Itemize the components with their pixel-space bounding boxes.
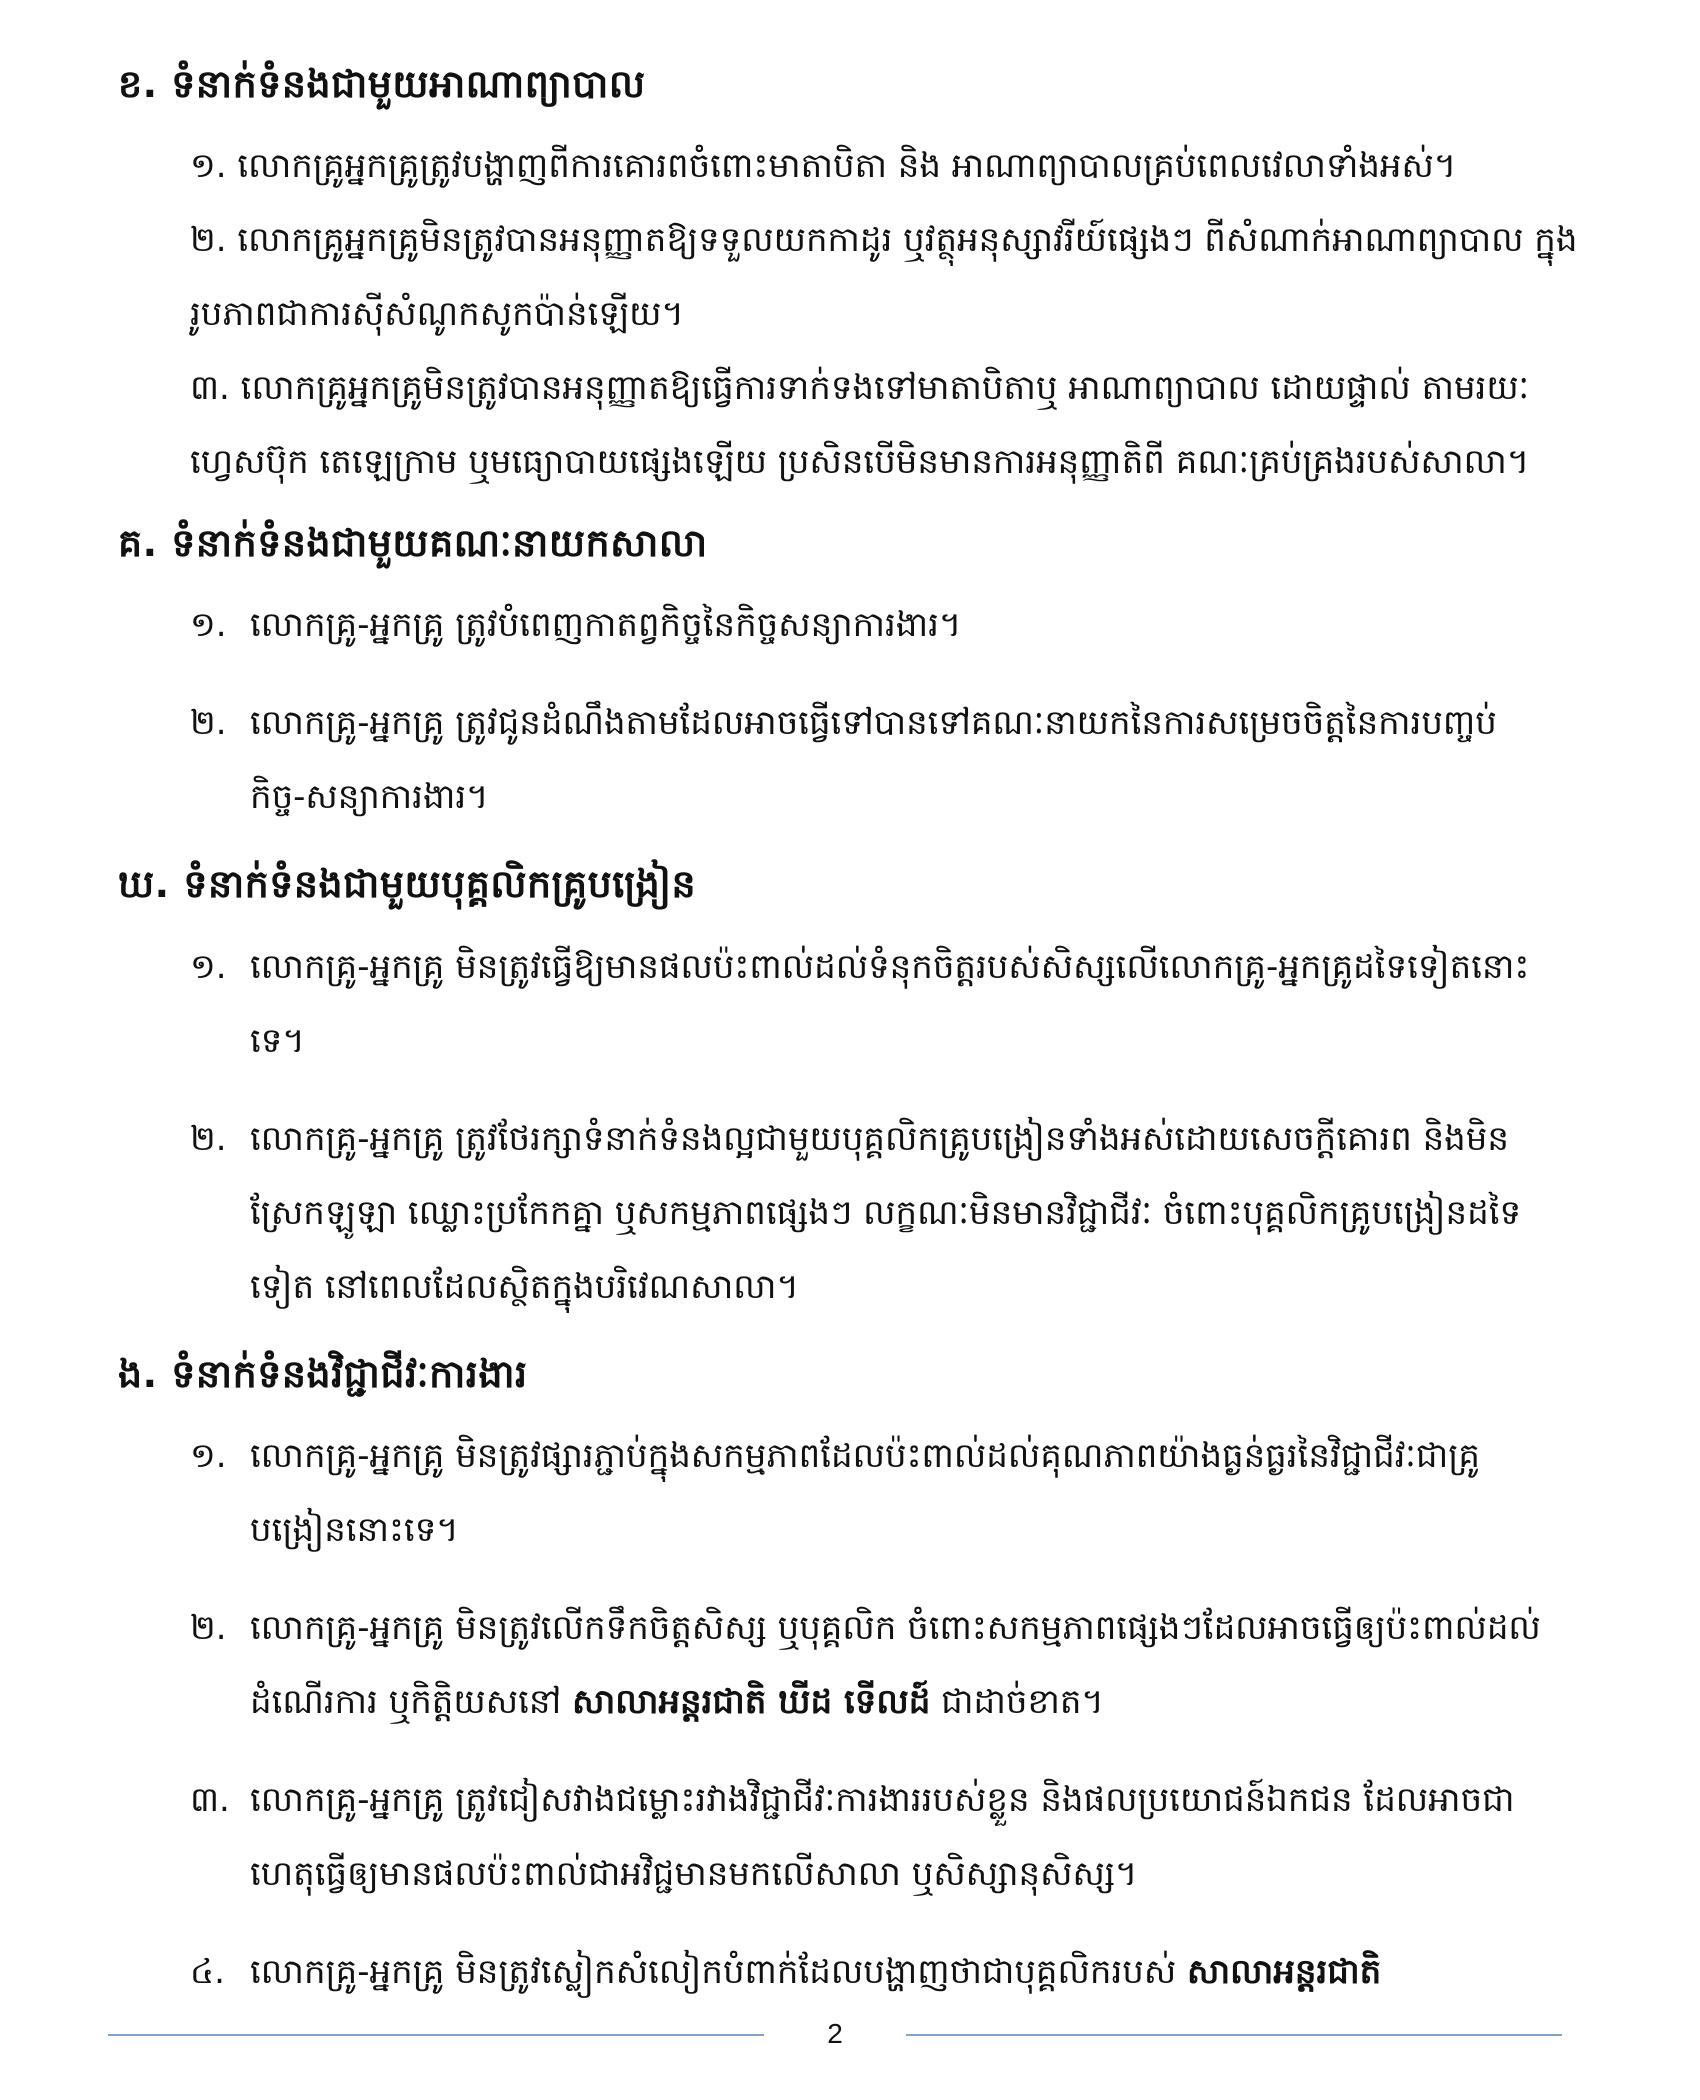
section-title: ទំនាក់ទំនងជាមួយគណៈនាយកសាលា — [171, 521, 708, 566]
section-marker: ខ. — [118, 62, 158, 106]
list-item-marker: ១. — [190, 605, 227, 646]
page-number: 2 — [827, 2018, 843, 2049]
page-footer — [0, 2010, 1700, 2060]
section-heading — [118, 858, 1578, 911]
section-title: ទំនាក់ទំនងជាមួយអាណាព្យាបាល — [171, 62, 646, 106]
list-item-marker: ១. — [190, 946, 227, 987]
list-item-marker: ៤. — [190, 1951, 225, 1992]
paragraph: ៣. លោកគ្រូអ្នកគ្រូមិនត្រូវបានអនុញ្ញាតឱ្យធ្វើការទាក់ទងទៅមាតាបិតាឬ អាណាព្យាបាល ដោយផ្ទាល់ តាមរយៈ ហ្វេសប៊ុក តេឡេក្រាម ឬមធ្យោបាយផ្សេងឡើយ ប្រសិនបើមិនមានការអនុញ្ញាតិពី គណៈគ្រប់គ្រងរបស់សាលា។ — [190, 368, 1530, 483]
list-item-text-part: លោកគ្រូ-អ្នកគ្រូ មិនត្រូវស្លៀកសំលៀកបំពាក់ដែលបង្ហាញថាជាបុគ្គលិករបស់ — [250, 1951, 1188, 1992]
list-item-marker: ១. — [190, 1435, 227, 1476]
list-item-text: លោកគ្រូ-អ្នកគ្រូ ត្រូវថែរក្សាទំនាក់ទំនងល្អជាមួយបុគ្គលិកគ្រូបង្រៀនទាំងអស់ដោយសេចក្តីគោរព និងមិនស្រែកឡូឡា ឈ្លោះប្រកែកគ្នា ឬសកម្មភាពផ្សេងៗ លក្ខណៈមិនមានវិជ្ជាជីវៈ ចំពោះបុគ្គលិកគ្រូបង្រៀនដទៃទៀត នៅពេលដែលស្ថិតក្នុងបរិវេណសាលា។ — [250, 1118, 1522, 1307]
section-title: ទំនាក់ទំនងវិជ្ជាជីវៈការងារ — [171, 1351, 528, 1396]
footer-rule-right — [906, 2034, 1562, 2036]
paragraph: ២. លោកគ្រូអ្នកគ្រូមិនត្រូវបានអនុញ្ញាតឱ្យទទួលយកកាដូរ ឬវត្ថុអនុស្សាវរីយ៍ផ្សេងៗ ពីសំណាក់អាណាព្យាបាល ក្នុងរូបភាពជាការស៊ីសំណូកសូកប៉ាន់ឡើយ។ — [190, 220, 1578, 335]
footer-rule-left — [108, 2034, 764, 2036]
list-item — [190, 930, 1578, 1078]
list-item-marker: ២. — [190, 1118, 227, 1159]
paragraph: ១. លោកគ្រូអ្នកគ្រូត្រូវបង្ហាញពីការគោរពចំពោះមាតាបិតា និង អាណាព្យាបាលគ្រប់ពេលវេលាទាំងអស់។ — [190, 146, 1457, 187]
section-paragraphs — [190, 129, 1578, 499]
school-name-bold: សាលាអន្តរជាតិ ឃីដ ទើលដ៍ — [572, 1681, 931, 1722]
list-item-marker: ២. — [190, 703, 227, 744]
list-item — [190, 1591, 1578, 1739]
list-item — [190, 1935, 1578, 2009]
section-management-relations — [118, 517, 1578, 834]
list-item-text: លោកគ្រូ-អ្នកគ្រូ ត្រូវជូនដំណឹងតាមដែលអាចធ្វើទៅបានទៅគណៈនាយកនៃការសម្រេចចិត្តនៃការបញ្ចប់កិច្ច-សន្យាការងារ។ — [250, 703, 1497, 818]
school-name-bold: សាលាអន្តរជាតិ — [1187, 1951, 1382, 1992]
list-item — [190, 1102, 1578, 1324]
list-item-text-part: ជាដាច់ខាត។ — [930, 1681, 1104, 1722]
section-guardian-relations — [118, 58, 1578, 499]
list-item-text: លោកគ្រូ-អ្នកគ្រូ ត្រូវជៀសវាងជម្លោះរវាងវិជ្ជាជីវៈការងាររបស់ខ្លួន និងផលប្រយោជន៍ឯកជន ដែលអាចជាហេតុធ្វើឲ្យមានផលប៉ះពាល់ជាអវិជ្ជមានមកលើសាលា ឬសិស្សានុសិស្ស។ — [250, 1779, 1515, 1894]
list-item-text: លោកគ្រូ-អ្នកគ្រូ មិនត្រូវផ្សារភ្ជាប់ក្នុងសកម្មភាពដែលប៉ះពាល់ដល់គុណភាពយ៉ាងធ្ងន់ធ្ងរនៃវិជ្ជាជីវៈជាគ្រូបង្រៀននោះទេ។ — [250, 1435, 1480, 1550]
list-item — [190, 1763, 1578, 1911]
section-heading — [118, 58, 1578, 111]
list-item-text-part: លោកគ្រូ-អ្នកគ្រូ មិនត្រូវលើកទឹកចិត្តសិស្ស ឬបុគ្គលិក ចំពោះសកម្មភាពផ្សេងៗដែលអាចធ្វើឲ្យប៉ះពាល់ដល់ដំណើរការ ឬកិត្តិយសនៅ — [250, 1607, 1541, 1722]
list-item — [190, 588, 1578, 662]
list-item-text: លោកគ្រូ-អ្នកគ្រូ មិនត្រូវធ្វើឱ្យមានផលប៉ះពាល់ដល់ទំនុកចិត្តរបស់សិស្សលើលោកគ្រូ-អ្នកគ្រូដទៃទៀតនោះទេ។ — [250, 946, 1530, 1061]
section-heading — [118, 517, 1578, 570]
list-item-text — [250, 1591, 1578, 1739]
section-marker: ង. — [118, 1351, 158, 1396]
section-heading — [118, 1348, 1578, 1401]
list-item-text: លោកគ្រូ-អ្នកគ្រូ ត្រូវបំពេញកាតព្វកិច្ចនៃកិច្ចសន្យាការងារ។ — [250, 605, 962, 646]
section-title: ទំនាក់ទំនងជាមួយបុគ្គលិកគ្រូបង្រៀន — [183, 862, 697, 907]
list-item-text — [250, 1935, 1578, 2009]
section-teacher-relations — [118, 858, 1578, 1323]
list-item-marker: ៣. — [190, 1779, 230, 1820]
section-professional-relations — [118, 1348, 1578, 2009]
list-item — [190, 1419, 1578, 1567]
list-item — [190, 686, 1578, 834]
section-marker: គ. — [118, 521, 158, 566]
list-item-marker: ២. — [190, 1607, 227, 1648]
section-marker: ឃ. — [118, 862, 170, 907]
document-content — [118, 58, 1578, 2033]
